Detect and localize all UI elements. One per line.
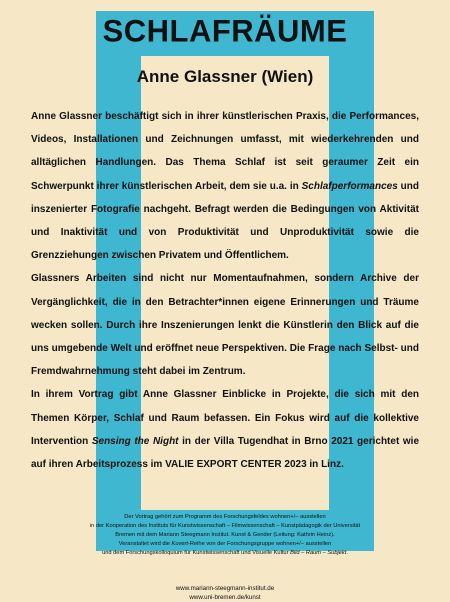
paragraph-lecture-text-b: in der Villa Tugendhat in Brno 2021 gerichtet wie auf ihren Arbeitsprozess im VALIE EXPORT CENTER 2023 in Linz. bbox=[31, 435, 420, 471]
footer-line-3: Bremen mit dem Mariann Steegmann Institut. Kunst & Gender (Leitung: Kathrin Heinz). bbox=[115, 532, 335, 538]
footer-line-1: Der Vortrag gehört zum Programm des Forschungsfeldes wohnen+/− ausstellen bbox=[124, 514, 326, 520]
link-steegmann-institut[interactable]: www.mariann-steegmann-institut.de bbox=[175, 585, 275, 592]
footer-line-4 bbox=[18, 540, 432, 549]
poster-body bbox=[31, 105, 419, 476]
footer-line-4-emphasis: Kuvert bbox=[171, 541, 188, 547]
footer-line-5-text-a: und dem Forschungskolloquium für Kunstwissenschaft und Visuelle Kultur bbox=[102, 550, 291, 556]
footer-line-4-text-a: Veranstaltet wird die bbox=[118, 541, 172, 547]
footer-line-4-text-b: -Reihe von der Forschungsgruppe wohnen+/− ausstellen bbox=[188, 541, 332, 547]
footer-line-2: in der Kooperation des Instituts für Kunstwissenschaft – Filmwissenschaft – Kunstpädagogik der Universität bbox=[89, 523, 361, 529]
footer-line-5-text-b: . bbox=[346, 550, 348, 556]
poster-subtitle: Anne Glassner (Wien) bbox=[136, 67, 314, 86]
paragraph-archives: Glassners Arbeiten sind nicht nur Momentaufnahmen, sondern Archive der Vergänglichkeit, die in den Betrachter*innen eigene Erinnerungen und Träume wecken sollen. Durch ihre Inszenierungen lenkt die Künstlerin den Blick auf die uns umgebende Welt und eröffnet neue Perspektiven. Die Frage nach Selbst- und Fremdwahrnehmung steht dabei im Zentrum. bbox=[31, 273, 419, 378]
poster-title: SCHLAFRÄUME bbox=[102, 12, 348, 49]
poster-links bbox=[0, 584, 450, 602]
link-uni-bremen-kunst[interactable]: www.uni-bremen.de/kunst bbox=[189, 594, 261, 601]
paragraph-intro-emphasis: Schlafperformances bbox=[301, 180, 398, 192]
paragraph-intro-text-b: und inszenierter Fotografie nachgeht. Befragt werden die Bedingungen von Aktivität und Inaktivität und von Produktivität und Unproduktivität sowie die Grenzziehungen zwischen Privatem und Öffentlichem. bbox=[31, 180, 419, 262]
paragraph-lecture-text-a: In ihrem Vortrag gibt Anne Glassner Einblicke in Projekte, die sich mit den Themen Körper, Schlaf und Raum befassen. Ein Fokus wird auf die kollektive Intervention bbox=[31, 389, 419, 447]
paragraph-lecture bbox=[31, 383, 419, 476]
footer-line-5 bbox=[18, 549, 432, 558]
paragraph-intro bbox=[31, 105, 419, 267]
poster-footer bbox=[18, 513, 432, 558]
paragraph-lecture-emphasis: Sensing the Night bbox=[91, 435, 179, 447]
paragraph-intro-text-a: Anne Glassner beschäftigt sich in ihrer künstlerischen Praxis, die Performances, Videos, Installationen und Zeichnungen umfasst, mit wiederkehrenden und alltäglichen Handlungen. Das Thema Schlaf ist seit geraumer Zeit ein Schwerpunkt ihrer künstlerischen Arbeit, dem sie u.a. in bbox=[31, 111, 419, 192]
footer-line-5-emphasis: Bild – Raum – Subjekt bbox=[290, 550, 347, 556]
